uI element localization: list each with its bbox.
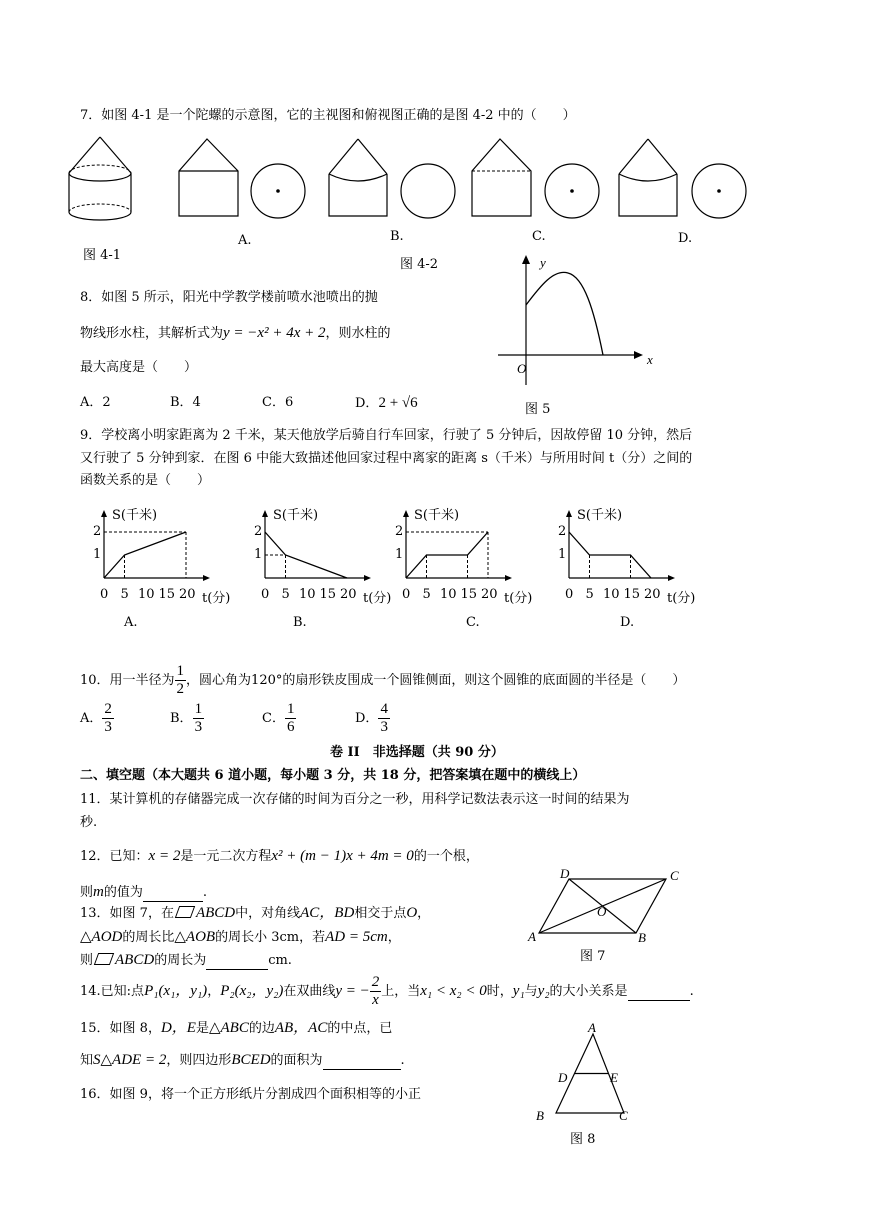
q9-xtick: 15 (158, 587, 176, 602)
q12-line1: 12．已知：x = 2是一元二次方程x² + (m − 1)x + 4m = 0的一个根， (80, 848, 479, 864)
q9-xtick: 15 (319, 587, 337, 602)
q9-line2: 又行驶了 5 分钟到家．在图 6 中能大致描述他回家过程中离家的距离 s（千米）与所用时间 t（分）之间的 (80, 451, 693, 466)
q14-answer-blank[interactable] (628, 984, 690, 1001)
q8-line3: 最大高度是（ ） (80, 360, 198, 375)
q10-option-b: B． $\frac{1}{3}$ (170, 701, 203, 735)
q9-line3: 函数关系的是（ ） (80, 473, 211, 488)
q9-ylabel: S(千米) (273, 508, 319, 523)
x-axis-arrow (668, 575, 675, 581)
fig5-caption: 图 5 (525, 402, 551, 417)
q7-option-b: B. (390, 229, 404, 244)
q9-ytick-2: 2 (558, 524, 567, 539)
q9-xtick: 20 (644, 587, 661, 602)
q9-ytick-2: 2 (254, 524, 263, 539)
fig5-origin: O (517, 361, 527, 376)
q13-line1: 13．如图 7，在 ABCD中，对角线AC，BD相交于点O， (80, 905, 431, 921)
q16-text: 16．如图 9，将一个正方形纸片分割成四个面积相等的小正 (80, 1087, 421, 1102)
q9-ytick-2: 2 (395, 524, 404, 539)
q9-xtick: 10 (299, 587, 316, 602)
q9-xlabel: t(分) (363, 591, 392, 606)
q14-text: 14.已知:点P₁(x₁，y₁)，P₂(x₂，y₂)在双曲线y = − $\frac{2}{x}$ 上，当x₁ < x₂ < 0时，y₁与y₂的大小关系是 . (80, 974, 694, 1008)
q9-xtick: 5 (585, 587, 594, 602)
y-axis-arrow (262, 510, 268, 517)
q9-ylabel: S(千米) (414, 508, 460, 523)
q7-option-d: D. (678, 231, 693, 246)
q9-ytick-1: 1 (558, 547, 567, 562)
section-title: 卷 II 非选择题（共 90 分） (330, 745, 504, 760)
q15-answer-blank[interactable] (323, 1053, 401, 1070)
y-axis-arrow (403, 510, 409, 517)
q15-line2: 知S△ADE = 2，则四边形BCED的面积为 . (80, 1052, 405, 1068)
fig8-point-e: E (610, 1070, 618, 1085)
q9-xlabel: t(分) (504, 591, 533, 606)
parallelogram-icon (175, 906, 195, 918)
q7-text: 7．如图 4-1 是一个陀螺的示意图，它的主视图和俯视图正确的是图 4-2 中的（ ） (80, 108, 576, 123)
q9-xtick: 20 (340, 587, 357, 602)
q9-option-b: B. (293, 615, 307, 630)
q8-option-c: C．6 (262, 395, 294, 410)
q13-answer-blank[interactable] (206, 953, 268, 970)
fig5-y-label: y (540, 255, 546, 270)
option-b-views (326, 136, 461, 221)
fig7-point-c: C (670, 868, 679, 883)
q15-line1: 15．如图 8，D，E是△ABC的边AB，AC的中点，已 (80, 1020, 393, 1036)
fig8-point-c: C (619, 1108, 628, 1123)
q9-xtick: 20 (481, 587, 498, 602)
fig7-point-o: O (597, 904, 607, 919)
fig5-x-label: x (647, 352, 653, 367)
q9-ylabel: S(千米) (112, 508, 158, 523)
q9-xtick: 10 (440, 587, 457, 602)
q9-option-d: D. (620, 615, 635, 630)
x-axis-arrow (364, 575, 371, 581)
q9-option-c: C. (466, 615, 480, 630)
fig8-point-d: D (558, 1070, 568, 1085)
q9-xtick: 5 (281, 587, 290, 602)
fig8-point-a: A (588, 1020, 596, 1035)
q9-line1: 9．学校离小明家距离为 2 千米，某天他放学后骑自行车回家，行驶了 5 分钟后，因故停留 10 分钟，然后 (80, 428, 693, 443)
option-a-views (176, 136, 311, 221)
q9-ytick-1: 1 (254, 547, 263, 562)
option-d-views (616, 136, 751, 221)
fig7-point-a: A (528, 929, 536, 944)
fig-4-2-caption: 图 4-2 (400, 257, 439, 272)
q9-xtick: 10 (603, 587, 620, 602)
q10-option-d: D． $\frac{4}{3}$ (355, 701, 388, 735)
distance-line (406, 532, 488, 578)
y-axis-arrow (566, 510, 572, 517)
section-header: 二、填空题（本大题共 6 道小题，每小题 3 分，共 18 分，把答案填在题中的横线上） (80, 768, 586, 783)
q9-option-a: A. (124, 615, 138, 630)
q9-xtick: 5 (120, 587, 129, 602)
q13-line2: △AOD的周长比△AOB的周长小 3cm，若AD = 5cm， (80, 929, 401, 945)
q9-xtick: 20 (179, 587, 196, 602)
q9-ytick-2: 2 (93, 524, 102, 539)
fig8-caption: 图 8 (570, 1132, 596, 1147)
distance-line (104, 532, 186, 578)
q7-option-c: C. (532, 229, 546, 244)
q9-xtick: 0 (565, 587, 574, 602)
q9-ytick-1: 1 (395, 547, 404, 562)
x-axis-arrow (203, 575, 210, 581)
fig7-point-d: D (560, 866, 570, 881)
q9-ylabel: S(千米) (577, 508, 623, 523)
q9-xtick: 5 (422, 587, 431, 602)
q7-option-a: A. (238, 233, 252, 248)
q13-line3: 则 ABCD的周长为 cm. (80, 952, 292, 968)
q10-text: 10．用一半径为 $\frac{1}{2}$ ，圆心角为120°的扇形铁皮围成一个圆锥侧面，则这个圆锥的底面圆的半径是（ ） (80, 663, 686, 697)
q9-ytick-1: 1 (93, 547, 102, 562)
y-axis-arrow (101, 510, 107, 517)
x-axis-arrow (505, 575, 512, 581)
q12-answer-blank[interactable] (143, 885, 203, 902)
q8-line2: 物线形水柱，其解析式为y = −x² + 4x + 2，则水柱的 (80, 325, 391, 341)
fig8-point-b: B (536, 1108, 544, 1123)
parallelogram-icon (94, 953, 114, 965)
q9-xtick: 10 (138, 587, 155, 602)
q9-xtick: 15 (460, 587, 478, 602)
q10-option-a: A． $\frac{2}{3}$ (80, 701, 112, 735)
q8-option-b: B．4 (170, 395, 201, 410)
fig-4-1-caption: 图 4-1 (83, 248, 122, 263)
q10-option-c: C． $\frac{1}{6}$ (262, 701, 295, 735)
q9-xtick: 0 (100, 587, 109, 602)
q9-xtick: 0 (402, 587, 411, 602)
q8-line1: 8．如图 5 所示，阳光中学教学楼前喷水池喷出的抛 (80, 290, 378, 305)
q9-xlabel: t(分) (202, 591, 231, 606)
fig7-caption: 图 7 (580, 949, 606, 964)
option-c-views (469, 136, 604, 221)
distance-line (569, 532, 651, 578)
q11-line2: 秒. (80, 815, 98, 830)
fig7-point-b: B (638, 930, 646, 945)
q12-line2: 则m的值为 . (80, 884, 208, 900)
q9-xtick: 0 (261, 587, 270, 602)
q8-option-d: D．2 + √6 (355, 395, 418, 411)
q9-xtick: 15 (623, 587, 641, 602)
q9-xlabel: t(分) (667, 591, 696, 606)
q8-option-a: A．2 (80, 395, 111, 410)
q11-line1: 11．某计算机的存储器完成一次存储的时间为百分之一秒，用科学记数法表示这一时间的结果为 (80, 792, 630, 807)
top-figure-4-1 (66, 132, 146, 227)
